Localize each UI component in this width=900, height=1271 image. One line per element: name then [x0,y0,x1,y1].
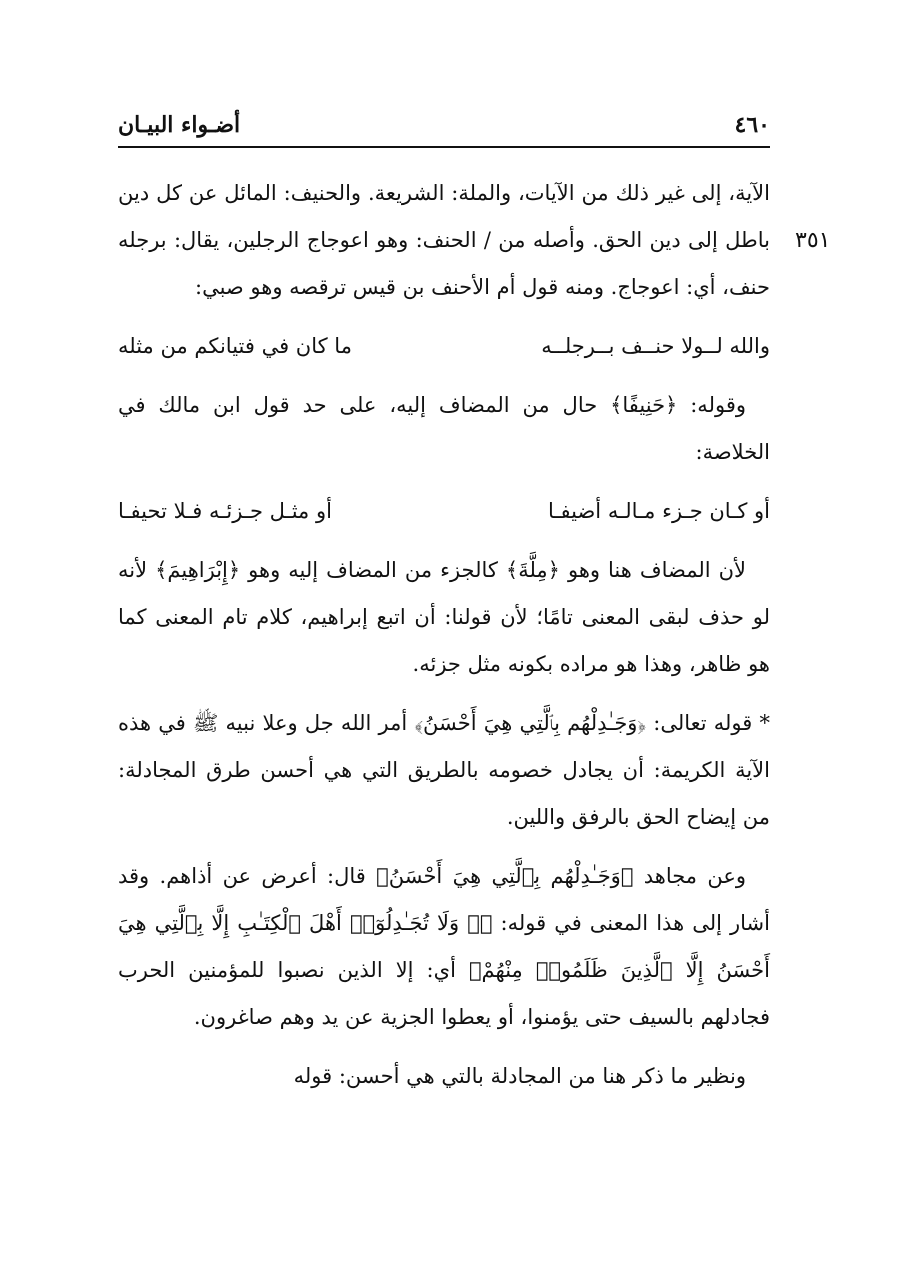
verse-2-second-hemistich: أو مثـل جـزئـه فـلا تحيفـا [118,499,332,523]
paragraph-mujahid: وعن مجاهد ﴿وَجَـٰدِلْهُم بِٱلَّتِي هِيَ أَحْسَنُ﴾ قال: أعرض عن أذاهم. وقد أشار إلى هذا المعنى في قوله: ﴿۞ وَلَا تُجَـٰدِلُوٓا۟ أَهْلَ ٱلْكِتَـٰبِ إِلَّا بِٱلَّتِي هِيَ أَحْسَنُ إِلَّا ٱلَّذِينَ ظَلَمُوا۟ مِنْهُمْ﴾ أي: إلا الذين نصبوا للمؤمنين الحرب فجادلهم بالسيف حتى يؤمنوا، أو يعطوا الجزية عن يد وهم صاغرون. [118,864,770,1029]
poetry-verse-2 [118,488,770,535]
verse-1-second-hemistich: ما كان في فتيانكم من مثله [118,334,352,358]
page-body [118,170,770,1100]
verse-2-first-hemistich: أو كـان جـزء مـالـه أضيفـا [547,499,770,523]
paragraph-hanifan-grammar: وقوله: ﴿حَنِيفًا﴾ حال من المضاف إليه، على حد قول ابن مالك في الخلاصة: [118,393,770,464]
paragraph-jadilhum-verse: * قوله تعالى: ﴿وَجَـٰدِلْهُم بِٱلَّتِي هِيَ أَحْسَنُ﴾ أمر الله جل وعلا نبيه ﷺ في هذه الآية الكريمة: أن يجادل خصومه بالطريق التي هي أحسن طرق المجادلة: من إيضاح الحق بالرفق واللين. [118,711,770,829]
book-title: أضـواء البيـان [118,112,241,138]
paragraph-hanif-definition: الآية، إلى غير ذلك من الآيات، والملة: الشريعة. والحنيف: المائل عن كل دين باطل إلى دين الحق. وأصله من / الحنف: وهو اعوجاج الرجلين، يقال: برجله حنف، أي: اعوجاج. ومنه قول أم الأحنف بن قيس ترقصه وهو صبي: [118,181,770,299]
paragraph-millah-explanation: لأن المضاف هنا وهو ﴿مِلَّةَ﴾ كالجزء من المضاف إليه وهو ﴿إِبْرَاهِيمَ﴾ لأنه لو حذف لبقى المعنى تامًا؛ لأن قولنا: أن اتبع إبراهيم، كلام تام المعنى كما هو ظاهر، وهذا هو مراده بكونه مثل جزئه. [118,558,770,676]
margin-page-number: ٣٥١ [795,228,831,253]
poetry-verse-1 [118,323,770,370]
page-number: ٤٦٠ [734,112,770,138]
paragraph-nazir: ونظير ما ذكر هنا من المجادلة بالتي هي أحسن: قوله [293,1064,746,1088]
page-header [118,110,770,148]
verse-1-first-hemistich: والله لــولا حنــف بــرجلــه [541,334,770,358]
